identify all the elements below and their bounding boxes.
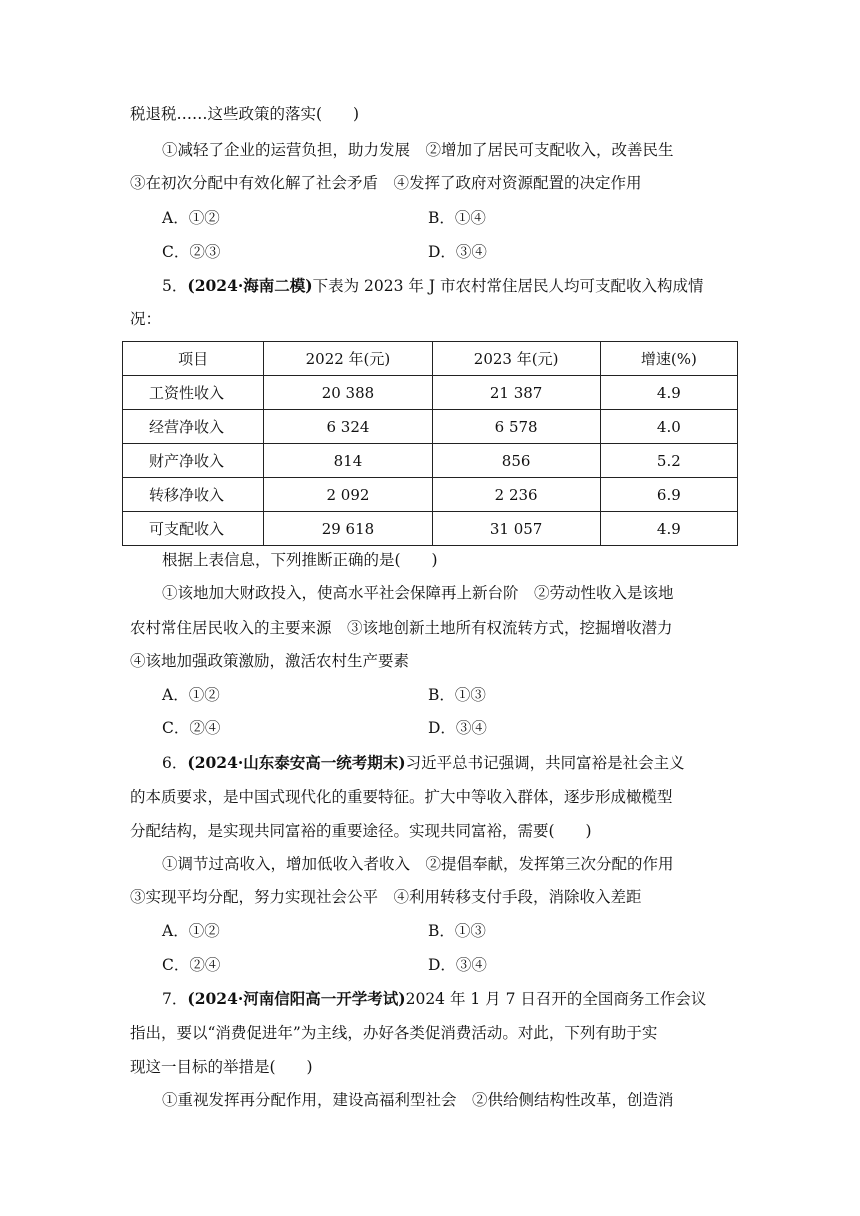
table-cell: 4.9 bbox=[600, 512, 737, 546]
q7-source: (2024·河南信阳高一开学考试) bbox=[187, 989, 406, 1008]
table-header-cell: 项目 bbox=[123, 342, 264, 376]
table-row bbox=[123, 512, 738, 546]
table-cell: 财产净收入 bbox=[123, 444, 264, 478]
table-cell: 20 388 bbox=[264, 376, 432, 410]
q4-statements-line-2: ③在初次分配中有效化解了社会矛盾 ④发挥了政府对资源配置的决定作用 bbox=[130, 174, 642, 192]
table-cell: 21 387 bbox=[432, 376, 600, 410]
table-cell: 6.9 bbox=[600, 478, 737, 512]
table-header-cell: 增速(%) bbox=[600, 342, 737, 376]
q6-option-c: C．②④ bbox=[162, 956, 221, 974]
q6-option-d: D．③④ bbox=[428, 956, 487, 974]
table-cell: 29 618 bbox=[264, 512, 432, 546]
q6-option-b: B．①③ bbox=[428, 922, 486, 940]
q7-stem-text: 2024 年 1 月 7 日召开的全国商务工作会议 bbox=[405, 990, 707, 1008]
table-row bbox=[123, 376, 738, 410]
q6-stem-line-3: 分配结构，是实现共同富裕的重要途径。实现共同富裕，需要( ) bbox=[130, 822, 592, 840]
table-cell: 2 092 bbox=[264, 478, 432, 512]
q4-option-a: A．①② bbox=[162, 209, 220, 227]
table-header-cell: 2023 年(元) bbox=[432, 342, 600, 376]
table-row bbox=[123, 478, 738, 512]
table-cell: 转移净收入 bbox=[123, 478, 264, 512]
q4-statements-line-1: ①减轻了企业的运营负担，助力发展 ②增加了居民可支配收入，改善民生 bbox=[162, 141, 674, 159]
q7-number: 7． bbox=[162, 990, 188, 1008]
table-cell: 31 057 bbox=[432, 512, 600, 546]
table-cell: 5.2 bbox=[600, 444, 737, 478]
q7-statements-line-1: ①重视发挥再分配作用，建设高福利型社会 ②供给侧结构性改革，创造消 bbox=[162, 1091, 674, 1109]
q5-option-a: A．①② bbox=[162, 686, 220, 704]
table-row bbox=[123, 444, 738, 478]
q7-stem-line-2: 指出，要以“消费促进年”为主线，办好各类促消费活动。对此，下列有助于实 bbox=[130, 1024, 658, 1042]
table-cell: 工资性收入 bbox=[123, 376, 264, 410]
table-cell: 经营净收入 bbox=[123, 410, 264, 444]
q5-option-b: B．①③ bbox=[428, 686, 486, 704]
table-cell: 4.0 bbox=[600, 410, 737, 444]
table-row bbox=[123, 410, 738, 444]
table-cell: 2 236 bbox=[432, 478, 600, 512]
q5-statements-line-2: 农村常住居民收入的主要来源 ③该地创新土地所有权流转方式，挖掘增收潜力 bbox=[130, 619, 673, 637]
q5-option-c: C．②④ bbox=[162, 719, 221, 737]
q5-stem-line-2: 况： bbox=[130, 310, 162, 328]
q5-source: (2024·海南二模) bbox=[187, 276, 313, 295]
table-cell: 6 578 bbox=[432, 410, 600, 444]
q6-stem-line-1 bbox=[162, 752, 685, 774]
table-cell: 4.9 bbox=[600, 376, 737, 410]
table-cell: 6 324 bbox=[264, 410, 432, 444]
table-cell: 856 bbox=[432, 444, 600, 478]
table-cell: 814 bbox=[264, 444, 432, 478]
q6-source: (2024·山东泰安高一统考期末) bbox=[187, 753, 406, 772]
table-cell: 可支配收入 bbox=[123, 512, 264, 546]
q5-question: 根据上表信息，下列推断正确的是( ) bbox=[162, 551, 438, 569]
q4-option-b: B．①④ bbox=[428, 209, 486, 227]
q7-stem-line-3: 现这一目标的举措是( ) bbox=[130, 1058, 313, 1076]
q6-number: 6． bbox=[162, 754, 188, 772]
q4-option-c: C．②③ bbox=[162, 243, 221, 261]
q6-option-a: A．①② bbox=[162, 922, 220, 940]
q5-statements-line-3: ④该地加强政策激励，激活农村生产要素 bbox=[130, 652, 410, 670]
q5-stem-text: 下表为 2023 年 J 市农村常住居民人均可支配收入构成情 bbox=[312, 277, 704, 295]
q6-stem-line-2: 的本质要求，是中国式现代化的重要特征。扩大中等收入群体，逐步形成橄榄型 bbox=[130, 788, 673, 806]
q5-stem-line-1 bbox=[162, 275, 703, 297]
q5-number: 5． bbox=[162, 277, 188, 295]
q6-statements-line-1: ①调节过高收入，增加低收入者收入 ②提倡奉献，发挥第三次分配的作用 bbox=[162, 855, 674, 873]
income-table bbox=[122, 341, 738, 546]
q6-stem-text: 习近平总书记强调，共同富裕是社会主义 bbox=[405, 754, 685, 772]
q5-statements-line-1: ①该地加大财政投入，使高水平社会保障再上新台阶 ②劳动性收入是该地 bbox=[162, 584, 674, 602]
q5-option-d: D．③④ bbox=[428, 719, 487, 737]
table-header-cell: 2022 年(元) bbox=[264, 342, 432, 376]
table-header-row bbox=[123, 342, 738, 376]
q6-statements-line-2: ③实现平均分配，努力实现社会公平 ④利用转移支付手段，消除收入差距 bbox=[130, 888, 642, 906]
q4-option-d: D．③④ bbox=[428, 243, 487, 261]
q4-stem-continuation: 税退税……这些政策的落实( ) bbox=[130, 105, 360, 123]
q7-stem-line-1 bbox=[162, 988, 706, 1010]
